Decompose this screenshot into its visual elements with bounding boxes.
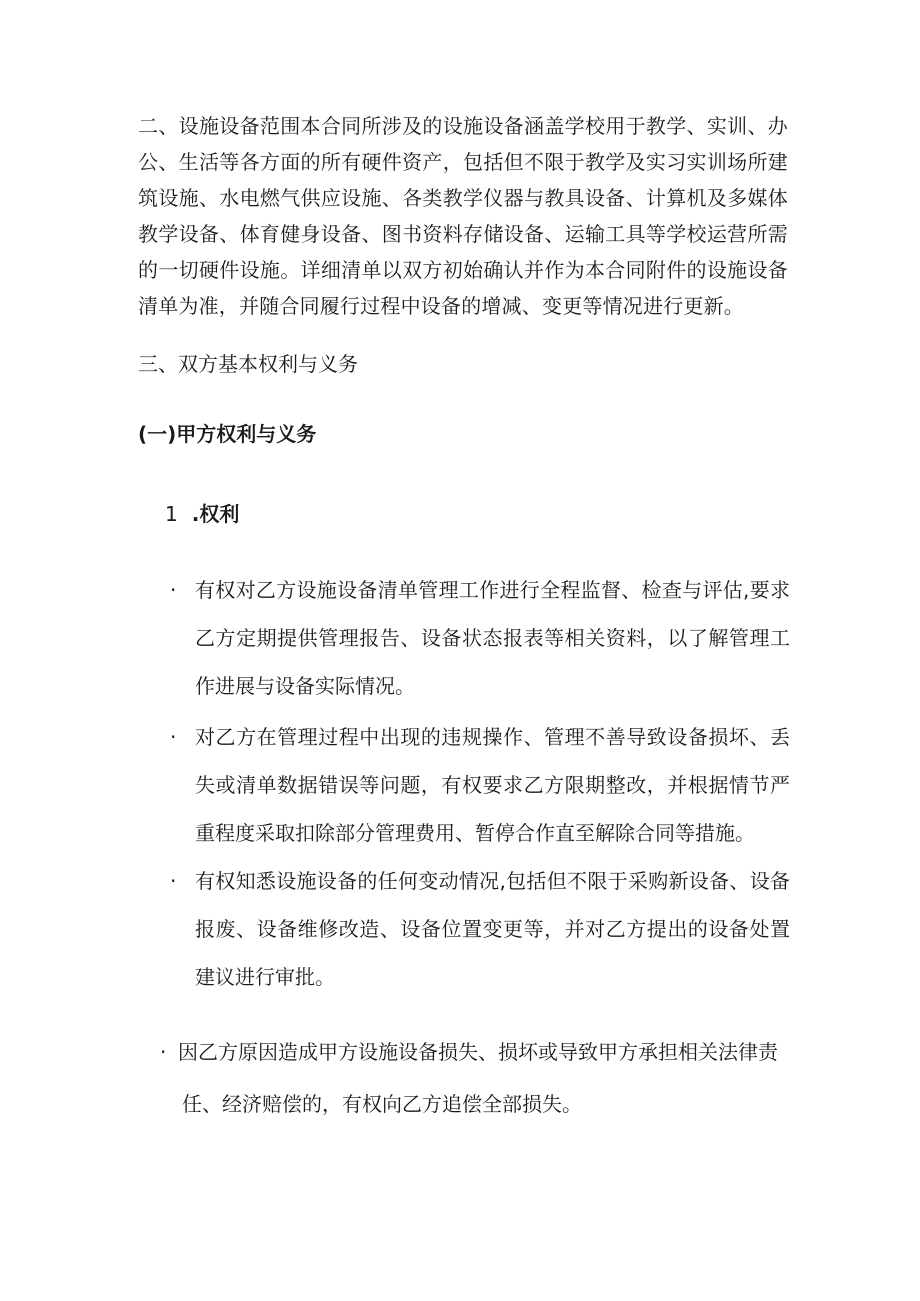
bullet-text-line-1: 因乙方原因造成甲方设施设备损失、损坏或导致甲方承担相关法律责: [178, 1040, 778, 1064]
bullet-item-1: [170, 566, 790, 710]
bullet-marker: ·: [170, 869, 177, 893]
section-2-paragraph: 二、设施设备范围本合同所涉及的设施设备涵盖学校用于教学、实训、办公、生活等各方面的所有硬件资产，包括但不限于教学及实习实训场所建筑设施、水电燃气供应设施、各类教学仪器与教具设备、计算机及多媒体教学设备、体育健身设备、图书资料存储设备、运输工具等学校运营所需的一切硬件设施。详细清单以双方初始确认并作为本合同附件的设施设备清单为准，并随合同履行过程中设备的增减、变更等情况进行更新。: [138, 114, 788, 318]
bullet-text-line-2: 任、经济赔偿的，有权向乙方追偿全部损失。: [182, 1092, 582, 1116]
bullet-item-4: [160, 1026, 790, 1130]
bullet-marker: ·: [170, 725, 177, 749]
bullet-text: 对乙方在管理过程中出现的违规操作、管理不善导致设备损坏、丢失或清单数据错误等问题，有权要求乙方限期整改，并根据情节严重程度采取扣除部分管理费用、暂停合作直至解除合同等措施。: [195, 725, 790, 845]
item-1-heading: [165, 496, 239, 532]
bullet-marker: ·: [170, 578, 177, 602]
bullet-item-3: [170, 857, 790, 1001]
bullet-item-2: [170, 713, 790, 857]
bullet-text: 有权对乙方设施设备清单管理工作进行全程监督、检查与评估,要求乙方定期提供管理报告、设备状态报表等相关资料，以了解管理工作进展与设备实际情况。: [195, 578, 790, 698]
section-3-heading: 三、双方基本权利与义务: [138, 352, 358, 376]
item-number: 1: [165, 502, 178, 526]
subsection-1-heading: (一)甲方权利与义务: [138, 422, 317, 446]
bullet-text: 有权知悉设施设备的任何变动情况,包括但不限于采购新设备、设备报废、设备维修改造、设备位置变更等，并对乙方提出的设备处置建议进行审批。: [195, 869, 790, 989]
bullet-marker: ·: [160, 1040, 167, 1064]
item-label: .权利: [191, 502, 240, 526]
